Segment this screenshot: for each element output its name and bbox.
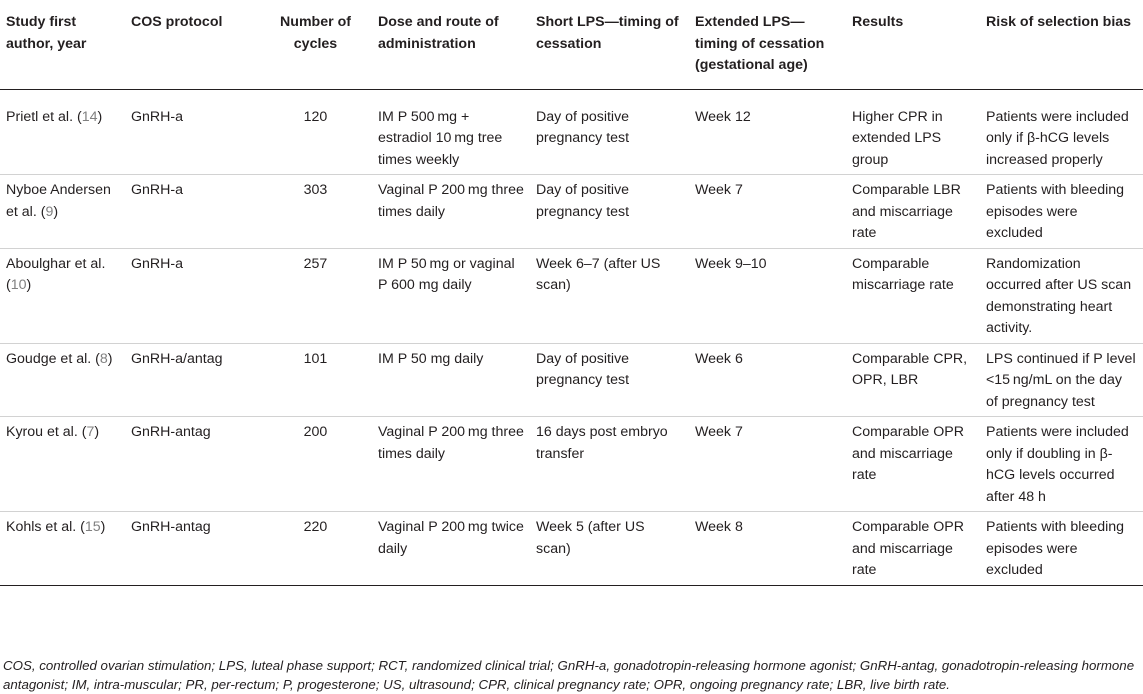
table-row [0, 89, 1143, 175]
paren-close: ) [94, 424, 100, 440]
header-selection-bias: Risk of selection bias [980, 4, 1143, 89]
reference-link[interactable]: 10 [10, 277, 27, 293]
header-number-of-cycles: Number of cycles [259, 4, 372, 89]
cell-short-lps: 16 days post embryo transfer [530, 417, 689, 512]
cell-protocol: GnRH-antag [125, 512, 259, 586]
cell-bias: Patients were included only if β-hCG levels increased properly [980, 89, 1143, 175]
table-row [0, 512, 1143, 586]
cell-extended-lps: Week 6 [689, 343, 846, 417]
cell-results: Comparable OPR and miscarriage rate [846, 512, 980, 586]
reference-link[interactable]: 14 [81, 108, 98, 125]
cell-extended-lps: Week 12 [689, 89, 846, 175]
table-row [0, 248, 1143, 343]
cell-bias: Randomization occurred after US scan demonstrating heart activity. [980, 248, 1143, 343]
header-row [0, 4, 1143, 89]
cell-results: Comparable LBR and miscarriage rate [846, 175, 980, 249]
header-dose-route: Dose and route of administration [372, 4, 530, 89]
cell-results: Comparable CPR, OPR, LBR [846, 343, 980, 417]
cell-author [0, 512, 125, 586]
table-row [0, 175, 1143, 249]
cell-short-lps: Week 5 (after US scan) [530, 512, 689, 586]
header-cos-protocol: COS protocol [125, 4, 259, 89]
cell-bias: LPS continued if P level <15 ng/mL on the day of pregnancy test [980, 343, 1143, 417]
author-name: Aboulghar et al. ( [6, 255, 106, 293]
cell-protocol: GnRH-a/antag [125, 343, 259, 417]
paren-close: ) [97, 108, 103, 125]
header-study-author: Study first author, year [0, 4, 125, 89]
cell-short-lps: Day of positive pregnancy test [530, 89, 689, 175]
reference-link[interactable]: 15 [84, 519, 101, 535]
cell-extended-lps: Week 7 [689, 417, 846, 512]
cell-cycles: 101 [259, 343, 372, 417]
header-results: Results [846, 4, 980, 89]
cell-dose: Vaginal P 200 mg three times daily [372, 417, 530, 512]
author-name: Goudge et al. ( [6, 350, 100, 367]
reference-link[interactable]: 7 [86, 424, 95, 440]
cell-dose: IM P 500 mg + estradiol 10 mg tree times weekly [372, 89, 530, 175]
cell-bias: Patients with bleeding episodes were excluded [980, 512, 1143, 586]
cell-extended-lps: Week 7 [689, 175, 846, 249]
author-name: Nyboe Andersen et al. ( [6, 182, 111, 220]
cell-cycles: 200 [259, 417, 372, 512]
header-extended-lps: Extended LPS—timing of cessation (gestational age) [689, 4, 846, 89]
cell-dose: IM P 50 mg or vaginal P 600 mg daily [372, 248, 530, 343]
cell-extended-lps: Week 9–10 [689, 248, 846, 343]
table-row [0, 417, 1143, 512]
author-name: Kohls et al. ( [6, 519, 85, 535]
paren-close: ) [107, 350, 113, 367]
cell-cycles: 303 [259, 175, 372, 249]
cell-author [0, 248, 125, 343]
cell-short-lps: Week 6–7 (after US scan) [530, 248, 689, 343]
cell-results: Higher CPR in extended LPS group [846, 89, 980, 175]
cell-short-lps: Day of positive pregnancy test [530, 343, 689, 417]
cell-cycles: 120 [259, 89, 372, 175]
cell-results: Comparable OPR and miscarriage rate [846, 417, 980, 512]
paren-close: ) [53, 203, 59, 220]
cell-dose: Vaginal P 200 mg three times daily [372, 175, 530, 249]
reference-link[interactable]: 8 [99, 350, 108, 367]
cell-bias: Patients with bleeding episodes were excluded [980, 175, 1143, 249]
cell-extended-lps: Week 8 [689, 512, 846, 586]
cell-protocol: GnRH-a [125, 175, 259, 249]
studies-table [0, 4, 1143, 586]
table-footnote: COS, controlled ovarian stimulation; LPS, luteal phase support; RCT, randomized clinical trial; GnRH-a, gonadotropin-releasing hormone agonist; GnRH-antag, gonadotropin-releasing hormone antagonist; IM, intra-muscular; PR, per-rectum; P, progesterone; US, ultrasound; CPR, clinical pregnancy rate; OPR, ongoing pregnancy rate; LBR, live birth rate. [3, 658, 1135, 692]
cell-short-lps: Day of positive pregnancy test [530, 175, 689, 249]
author-name: Prietl et al. ( [6, 108, 82, 125]
cell-author [0, 175, 125, 249]
cell-cycles: 220 [259, 512, 372, 586]
paren-close: ) [26, 277, 32, 293]
cell-author [0, 417, 125, 512]
header-short-lps: Short LPS—timing of cessation [530, 4, 689, 89]
author-name: Kyrou et al. ( [6, 424, 87, 440]
cell-cycles: 257 [259, 248, 372, 343]
cell-results: Comparable miscarriage rate [846, 248, 980, 343]
reference-link[interactable]: 9 [45, 203, 54, 220]
cell-dose: IM P 50 mg daily [372, 343, 530, 417]
cell-protocol: GnRH-a [125, 248, 259, 343]
cell-author [0, 343, 125, 417]
cell-bias: Patients were included only if doubling in β-hCG levels occurred after 48 h [980, 417, 1143, 512]
cell-dose: Vaginal P 200 mg twice daily [372, 512, 530, 586]
table-row [0, 343, 1143, 417]
paren-close: ) [100, 519, 106, 535]
cell-protocol: GnRH-a [125, 89, 259, 175]
cell-protocol: GnRH-antag [125, 417, 259, 512]
cell-author [0, 89, 125, 175]
